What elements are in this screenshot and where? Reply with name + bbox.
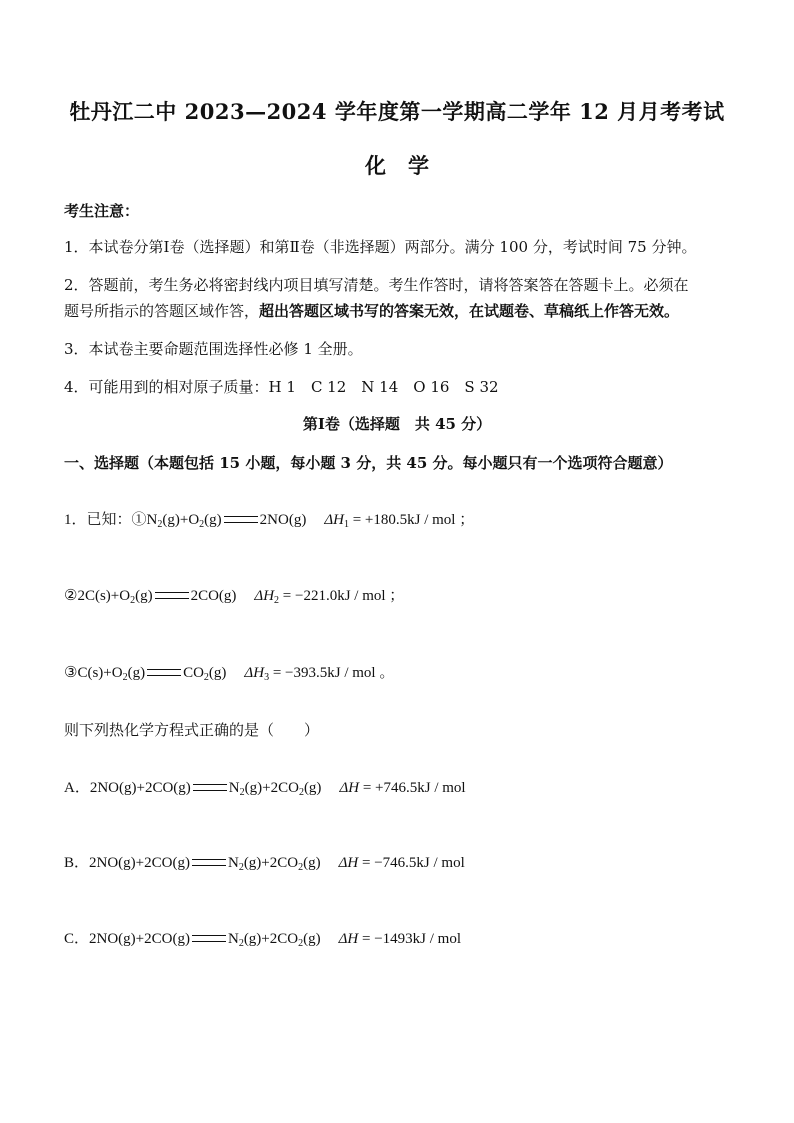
formula-part: N: [228, 780, 240, 796]
subscript: 1: [343, 519, 349, 530]
equilibrium-equals-sign: [192, 935, 226, 942]
subscript: 2: [238, 938, 244, 949]
question-1-equation-3: [64, 660, 394, 691]
subscript: 2: [298, 787, 304, 798]
enthalpy-value: = −746.5kJ / mol: [362, 855, 465, 871]
question-1-equation-1: [64, 507, 474, 538]
enthalpy-value: = −221.0kJ / mol ；: [282, 588, 405, 604]
enthalpy-symbol: ΔH: [338, 855, 359, 871]
formula-part: CO: [183, 665, 204, 681]
formula-part: 2NO(g)+2CO(g): [89, 931, 190, 947]
subscript: 2: [122, 672, 128, 683]
subscript: 2: [274, 595, 280, 606]
formula-part: (g)+O: [162, 512, 200, 528]
formula-part: (g)+2CO: [243, 931, 299, 947]
formula-part: 2CO(g): [190, 588, 237, 604]
equilibrium-equals-sign: [155, 592, 189, 599]
option-label: C．: [64, 931, 90, 947]
formula-part: (g): [303, 855, 321, 871]
enthalpy-value: = −1493kJ / mol: [362, 931, 462, 947]
subscript: 2: [298, 938, 304, 949]
equation-marker: ①: [131, 512, 147, 528]
formula-part: N: [227, 931, 239, 947]
section-title: 第Ⅰ卷（选择题 共 45 分）: [302, 415, 492, 433]
enthalpy-symbol: ΔH: [324, 512, 344, 528]
formula-part: (g): [127, 665, 146, 681]
formula-part: (g): [204, 512, 222, 528]
equation-marker: ③: [64, 665, 78, 681]
option-a: [64, 775, 466, 806]
enthalpy-value: = +746.5kJ / mol: [362, 780, 466, 796]
notice-item-2-line-1: 2．答题前，考生务必将密封线内项目填写清楚。考生作答时，请将答案答在答题卡上。必须在: [64, 276, 689, 294]
equilibrium-equals-sign: [224, 516, 258, 523]
option-label: B．: [64, 855, 90, 871]
notice-item-3: 3．本试卷主要命题范围选择性必修 1 全册。: [64, 340, 363, 358]
formula-part: 2NO(g)+2CO(g): [89, 780, 191, 796]
notice-item-2-plain: 题号所指示的答题区域作答，: [64, 302, 260, 320]
formula-part: N: [146, 512, 158, 528]
subscript: 2: [203, 672, 209, 683]
enthalpy-symbol: ΔH: [254, 588, 275, 604]
formula-part: 2NO(g): [259, 512, 307, 528]
formula-part: (g): [303, 780, 322, 796]
subscript: 2: [298, 862, 304, 873]
question-1-prefix: 1．已知：: [64, 512, 132, 528]
enthalpy-symbol: ΔH: [244, 665, 265, 681]
enthalpy-value: = −393.5kJ / mol 。: [272, 665, 395, 681]
equilibrium-equals-sign: [192, 859, 226, 866]
part-heading: 一、选择题（本题包括 15 小题，每小题 3 分，共 45 分。每小题只有一个选项符合题意）: [64, 454, 673, 472]
formula-part: (g)+2CO: [244, 780, 299, 796]
notice-item-2-line-2: [64, 298, 679, 324]
formula-part: C(s)+O: [77, 665, 123, 681]
notice-item-2-bold: 超出答题区域书写的答案无效，在试题卷、草稿纸上作答无效。: [259, 302, 680, 320]
enthalpy-value: = +180.5kJ / mol ；: [352, 512, 475, 528]
formula-part: (g): [303, 931, 321, 947]
equilibrium-equals-sign: [147, 669, 181, 676]
formula-part: (g)+2CO: [243, 855, 299, 871]
subject-title: 化学: [365, 153, 451, 178]
enthalpy-symbol: ΔH: [338, 931, 359, 947]
subscript: 3: [264, 672, 270, 683]
enthalpy-symbol: ΔH: [339, 780, 360, 796]
notice-item-1: 1．本试卷分第Ⅰ卷（选择题）和第Ⅱ卷（非选择题）两部分。满分 100 分，考试时间 75 分钟。: [64, 238, 697, 256]
question-1-equation-2: [64, 583, 404, 614]
subscript: 2: [199, 519, 205, 530]
equation-marker: ②: [64, 588, 78, 604]
formula-part: (g): [208, 665, 227, 681]
formula-part: 2C(s)+O: [77, 588, 131, 604]
formula-part: N: [227, 855, 239, 871]
notice-heading: 考生注意：: [64, 202, 140, 220]
subscript: 2: [239, 787, 245, 798]
subscript: 2: [157, 519, 163, 530]
equilibrium-equals-sign: [193, 784, 227, 791]
option-label: A．: [64, 780, 90, 796]
formula-part: (g): [135, 588, 153, 604]
notice-item-4: 4．可能用到的相对原子质量：H 1 C 12 N 14 O 16 S 32: [64, 378, 499, 396]
subscript: 2: [238, 862, 244, 873]
question-1-stem: 则下列热化学方程式正确的是（ ）: [64, 721, 320, 739]
formula-part: 2NO(g)+2CO(g): [89, 855, 190, 871]
option-c: [64, 926, 461, 957]
subscript: 2: [130, 595, 136, 606]
option-b: [64, 850, 465, 881]
exam-title: 牡丹江二中 2023—2024 学年度第一学期高二学年 12 月月考考试: [69, 99, 725, 124]
